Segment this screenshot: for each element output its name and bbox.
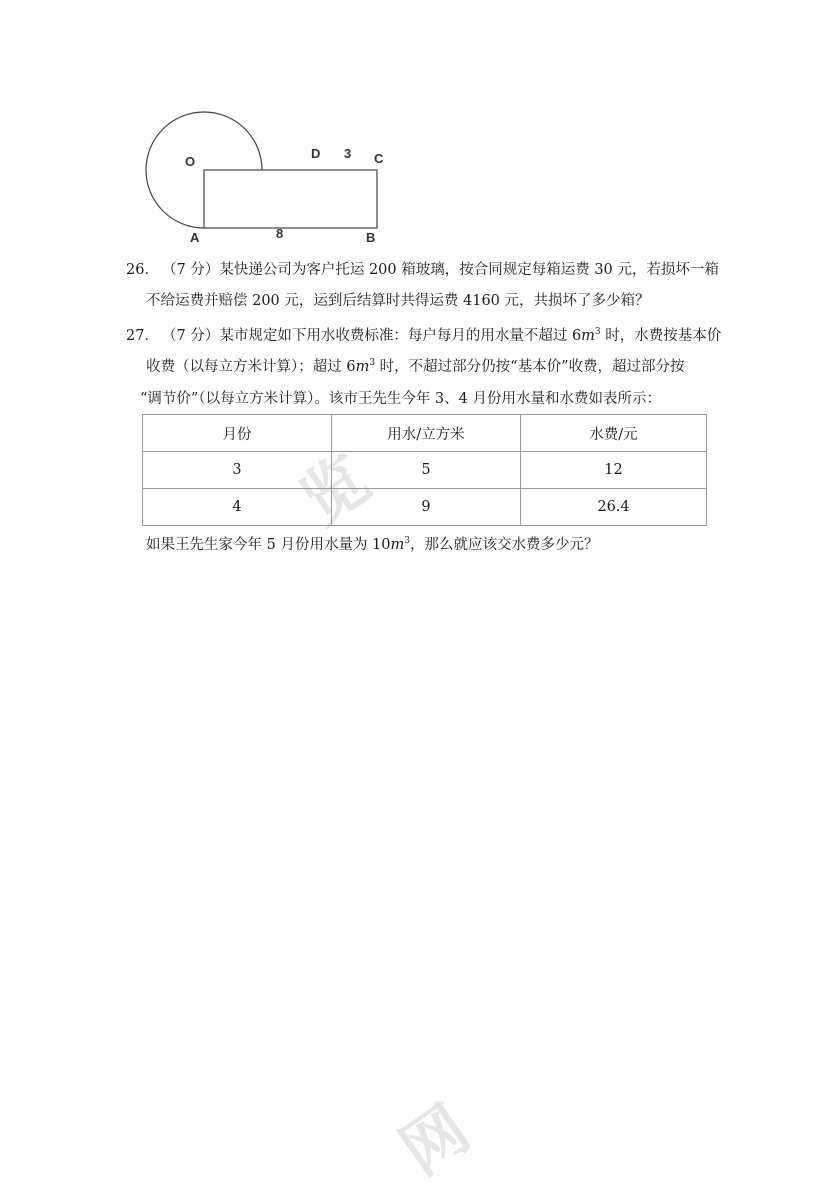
table-cell: 3 bbox=[143, 452, 332, 489]
question-27-line-2-text: 收费（以每立方米计算）；超过 6 bbox=[146, 359, 356, 375]
label-b: B bbox=[366, 230, 376, 245]
unit-m: m bbox=[581, 328, 595, 344]
label-a: A bbox=[190, 230, 200, 245]
table-cell: 5 bbox=[332, 452, 521, 489]
table-header-cell: 月份 bbox=[143, 415, 332, 452]
question-26-line-2: 不给运费并赔偿 200 元，运到后结算时共得运费 4160 元，共损坏了多少箱？ bbox=[146, 293, 650, 309]
question-27-line-3: “调节价”（以每立方米计算）。该市王先生今年 3、4 月份用水量和水费如表所示： bbox=[140, 391, 661, 407]
question-27-line-1-tail: 时，水费按基本价 bbox=[600, 328, 722, 344]
question-27-line-2 bbox=[146, 357, 685, 377]
table-header-cell: 用水/立方米 bbox=[332, 415, 521, 452]
watermark-glyph: 网 bbox=[387, 1091, 483, 1190]
unit-exponent: 3 bbox=[594, 327, 601, 338]
label-3: 3 bbox=[344, 146, 352, 161]
question-27-ask-tail: ，那么就应该交水费多少元？ bbox=[410, 537, 599, 553]
question-27-line-1-text: （7 分）某市规定如下用水收费标准：每户每月的用水量不超过 6 bbox=[162, 328, 582, 344]
circle-rectangle-diagram bbox=[140, 108, 390, 248]
table-row bbox=[143, 489, 707, 526]
table-cell: 9 bbox=[332, 489, 521, 526]
unit-exponent: 3 bbox=[369, 358, 376, 369]
question-27-line-2-tail: 时，不超过部分仍按“基本价”收费，超过部分按 bbox=[375, 359, 685, 375]
water-fee-table bbox=[142, 414, 707, 526]
question-27-line-1 bbox=[162, 326, 721, 346]
question-26-number: 26． bbox=[126, 262, 159, 278]
table-header-cell: 水费/元 bbox=[521, 415, 707, 452]
label-8: 8 bbox=[276, 226, 284, 241]
label-o: O bbox=[185, 154, 196, 169]
label-c: C bbox=[374, 151, 384, 166]
label-d: D bbox=[311, 146, 321, 161]
unit-m: m bbox=[390, 537, 405, 553]
watermark-glyph: 览 bbox=[287, 441, 383, 540]
question-27-ask-text: 如果王先生家今年 5 月份用水量为 10 bbox=[146, 537, 391, 553]
table-cell: 4 bbox=[143, 489, 332, 526]
unit-m: m bbox=[355, 359, 370, 375]
table-cell: 26.4 bbox=[521, 489, 707, 526]
question-26-line-1: （7 分）某快递公司为客户托运 200 箱玻璃，按合同规定每箱运费 30 元，若损坏一箱 bbox=[162, 262, 719, 278]
table-row bbox=[143, 452, 707, 489]
unit-exponent: 3 bbox=[404, 536, 410, 547]
table-header-row bbox=[143, 415, 707, 452]
question-27-number: 27． bbox=[126, 328, 159, 344]
geometry-figure bbox=[140, 108, 390, 248]
table-cell: 12 bbox=[521, 452, 707, 489]
question-27-ask bbox=[146, 535, 599, 555]
